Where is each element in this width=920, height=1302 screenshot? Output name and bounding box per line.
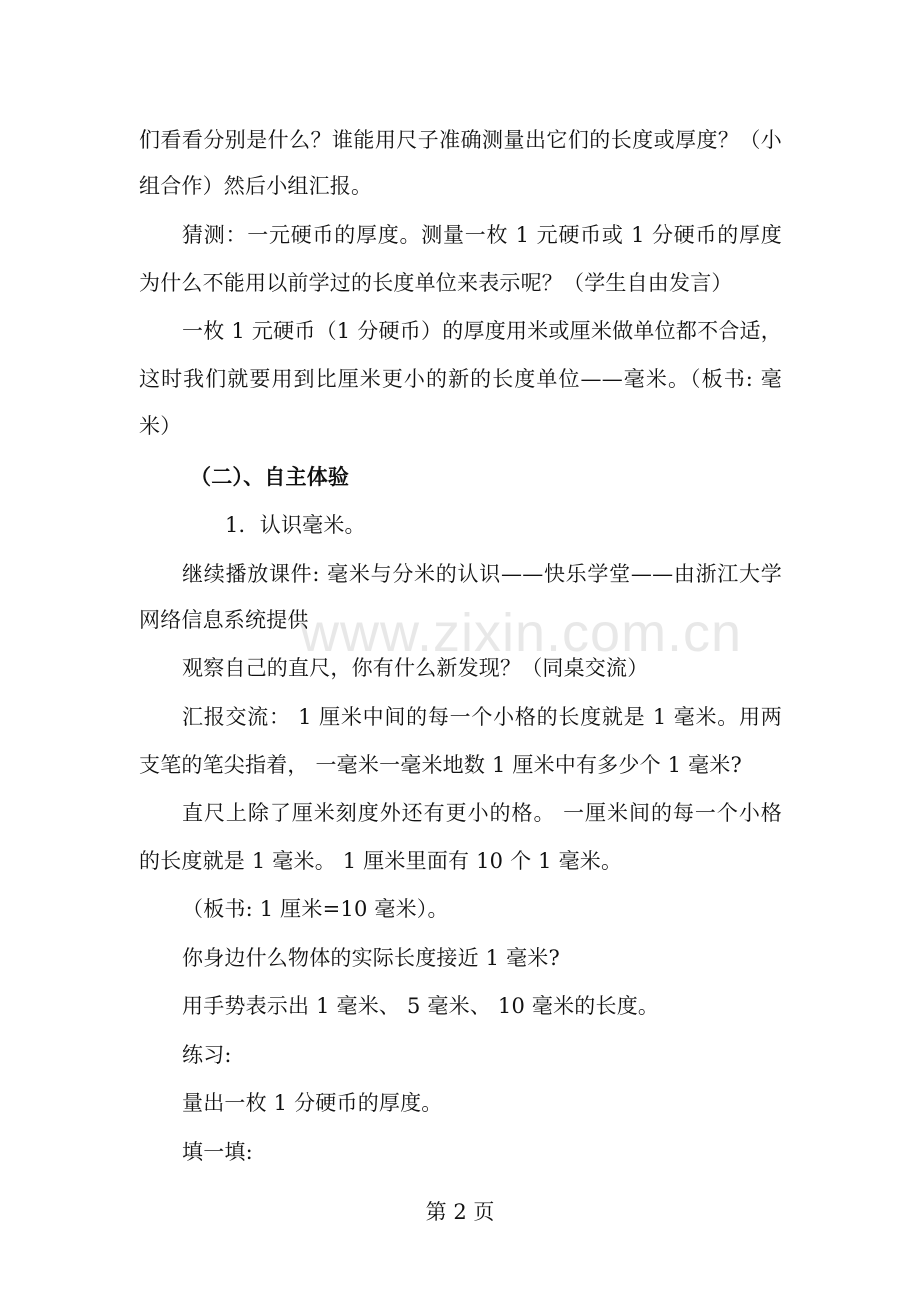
text-line: 观察自己的直尺，你有什么新发现？（同桌交流） <box>182 656 649 680</box>
text-line: 为什么不能用以前学过的长度单位来表示呢？（学生自由发言） <box>139 271 733 295</box>
text-line: 组合作）然后小组汇报。 <box>139 174 373 198</box>
text-line: 的长度就是 1 毫米。 1 厘米里面有 10 个 1 毫米。 <box>139 849 623 873</box>
numbered-item: 1．认识毫米。 <box>225 513 366 537</box>
text-line: 你身边什么物体的实际长度接近 1 毫米? <box>182 946 560 970</box>
text-line: 直尺上除了厘米刻度外还有更小的格。 一厘米间的每一个小格 <box>182 801 782 825</box>
page-number: 第 2 页 <box>425 1200 495 1224</box>
text-line: 汇报交流： 1 厘米中间的每一个小格的长度就是 1 毫米。用两 <box>182 705 782 729</box>
section-heading: （二）、自主体验 <box>190 464 350 489</box>
text-line: （板书: 1 厘米=10 毫米）。 <box>182 897 449 921</box>
text-line: 这时我们就要用到比厘米更小的新的长度单位——毫米。（板书: 毫 <box>139 367 782 391</box>
text-line: 支笔的笔尖指着， 一毫米一毫米地数 1 厘米中有多少个 1 毫米? <box>139 753 742 777</box>
text-line: 猜测：一元硬币的厚度。测量一枚 1 元硬币或 1 分硬币的厚度 <box>182 223 782 247</box>
text-line: 米） <box>139 414 182 438</box>
text-line: 一枚 1 元硬币（1 分硬币）的厚度用米或厘米做单位都不合适， <box>182 319 782 343</box>
text-line: 填一填: <box>182 1140 253 1164</box>
text-line: 们看看分别是什么？谁能用尺子准确测量出它们的长度或厚度？（小 <box>139 128 782 152</box>
text-line: 用手势表示出 1 毫米、 5 毫米、 10 毫米的长度。 <box>182 994 660 1018</box>
text-line: 网络信息系统提供 <box>139 608 309 632</box>
watermark: www.zixin.com.cn <box>300 603 743 663</box>
text-line: 量出一枚 1 分硬币的厚度。 <box>182 1091 443 1115</box>
text-line: 继续播放课件: 毫米与分米的认识——快乐学堂——由浙江大学 <box>182 562 782 586</box>
text-line: 练习: <box>182 1043 232 1067</box>
